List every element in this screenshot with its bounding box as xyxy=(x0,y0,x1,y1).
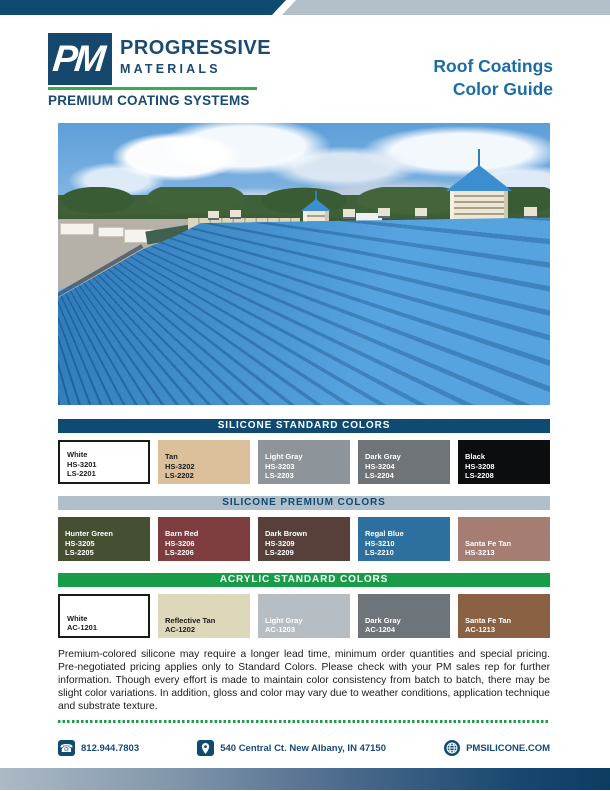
swatch-label: Black HS-3208 LS-2208 xyxy=(465,451,495,481)
header xyxy=(48,33,553,108)
swatch-label: Tan HS-3202 LS-2202 xyxy=(165,451,195,481)
disclaimer-text: Premium-colored silicone may require a longer lead time, minimum order quantities and special pricing. Pre-negotiated pricing applies only to Standard Colors. Please check with your PM sales rep for further information. Though every effort is made to maintain color consistency from batch to batch, there may be slight color variations. In addition, gloss and color may vary due to weather conditions, application technique and substrate texture. xyxy=(58,649,550,712)
color-swatch-black xyxy=(458,440,550,484)
logo-tagline: PREMIUM COATING SYSTEMS xyxy=(48,92,250,108)
color-swatch-reflective-tan xyxy=(158,594,250,638)
swatch-label: Santa Fe Tan AC-1213 xyxy=(465,615,512,635)
swatch-label: White HS-3201 LS-2201 xyxy=(67,449,97,479)
cupola-roof xyxy=(446,165,512,191)
color-swatch-hunter-green xyxy=(58,517,150,561)
swatch-label: Hunter Green HS-3205 LS-2205 xyxy=(65,528,113,558)
photo-pallet xyxy=(98,227,124,237)
color-swatch-white xyxy=(58,594,150,638)
swatch-label: Dark Gray HS-3204 LS-2204 xyxy=(365,451,401,481)
top-band-gray xyxy=(282,0,610,15)
swatch-label: White AC-1201 xyxy=(67,613,98,633)
document-title xyxy=(433,55,553,101)
swatch-label: Barn Red HS-3206 LS-2206 xyxy=(165,528,199,558)
color-swatch-light-gray xyxy=(258,440,350,484)
swatch-row xyxy=(58,594,550,638)
logo-underline xyxy=(48,87,257,90)
color-swatch-light-gray xyxy=(258,594,350,638)
color-swatch-dark-gray xyxy=(358,594,450,638)
roof-vent xyxy=(230,210,241,219)
green-dashed-divider xyxy=(58,720,550,723)
roof-vent xyxy=(524,207,537,218)
swatch-label: Light Gray HS-3203 LS-2203 xyxy=(265,451,303,481)
color-swatch-barn-red xyxy=(158,517,250,561)
footer-address-text: 540 Central Ct. New Albany, IN 47150 xyxy=(220,742,386,754)
footer xyxy=(58,740,550,756)
section-banner: SILICONE PREMIUM COLORS xyxy=(58,496,550,510)
logo-name-line2: MATERIALS xyxy=(120,62,221,76)
color-swatch-dark-brown xyxy=(258,517,350,561)
top-band xyxy=(0,0,610,15)
roof-vent xyxy=(208,211,219,220)
pm-monogram-icon xyxy=(48,33,112,85)
roof-vent xyxy=(415,208,427,218)
logo-name-line1: PROGRESSIVE xyxy=(120,37,272,59)
swatch-label: Reflective Tan AC-1202 xyxy=(165,615,216,635)
footer-phone-text: 812.944.7803 xyxy=(81,742,140,754)
cupola-roof xyxy=(301,199,331,211)
section-banner: SILICONE STANDARD COLORS xyxy=(58,419,550,433)
roof-vent xyxy=(343,209,355,219)
swatch-label: Dark Gray AC-1204 xyxy=(365,615,401,635)
large-cupola xyxy=(446,149,512,229)
footer-website-text: PMSILICONE.COM xyxy=(466,742,550,754)
swatch-label: Regal Blue HS-3210 LS-2210 xyxy=(365,528,404,558)
footer-address xyxy=(197,740,386,756)
pm-monogram-text: PM xyxy=(51,38,105,79)
swatch-label: Dark Brown HS-3209 LS-2209 xyxy=(265,528,308,558)
footer-phone xyxy=(58,740,139,756)
logo-wordmark xyxy=(120,38,271,76)
top-band-navy xyxy=(0,0,286,15)
swatch-label: Light Gray AC-1203 xyxy=(265,615,303,635)
photo-pallet xyxy=(60,223,94,235)
document-title-line2: Color Guide xyxy=(452,79,553,100)
roof-photo xyxy=(58,123,550,405)
globe-icon xyxy=(444,740,460,756)
swatch-row xyxy=(58,517,550,561)
document-title-line1: Roof Coatings xyxy=(433,56,553,76)
swatch-label: Santa Fe Tan HS-3213 xyxy=(465,538,512,558)
phone-icon: ☎ xyxy=(59,741,74,755)
color-swatch-regal-blue xyxy=(358,517,450,561)
color-sections xyxy=(58,419,550,650)
color-swatch-santa-fe-tan xyxy=(458,517,550,561)
color-swatch-dark-gray xyxy=(358,440,450,484)
color-swatch-tan xyxy=(158,440,250,484)
roof-vent xyxy=(378,208,390,218)
footer-website[interactable] xyxy=(444,740,550,756)
color-swatch-santa-fe-tan xyxy=(458,594,550,638)
color-swatch-white xyxy=(58,440,150,484)
swatch-row xyxy=(58,440,550,484)
bottom-gradient-band xyxy=(0,768,610,790)
location-pin-icon xyxy=(197,740,214,756)
section-banner: ACRYLIC STANDARD COLORS xyxy=(58,573,550,587)
